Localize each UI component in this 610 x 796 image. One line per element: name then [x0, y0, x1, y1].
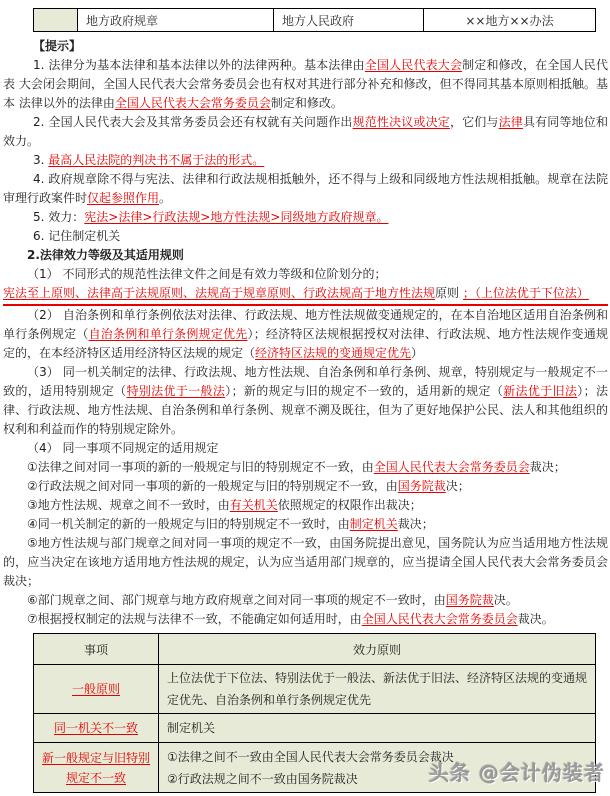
rule-item-4-1: ①法律之间对同一事项的新的一般规定与旧的特别规定不一致，由全国人民代表大会常务委员会裁决； [27, 460, 566, 474]
rule-table-row [34, 714, 596, 743]
hint-item-2: 2. 全国人民代表大会及其常务委员会还有权就有关问题作出规范性决议或决定，它们与法律具有同等地位和效力。 [3, 115, 608, 148]
rule-item-2: （2） 自治条例和单行条例依法对法律、行政法规、地方性法规做变通规定的，在本自治地区适用自治条例和单行条例规定（自治条例和单行条例规定优先）；经济特区法规根据授权对法律、行政法规、地方性法规作变通规定的，在本经济特区适用经济特区法规的规定（经济特区法规的变通规定优先） [3, 308, 608, 360]
rule-item-3: （3） 同一机关制定的法律、行政法规、地方性法规、自治条例和单行条例、规章，特别规定与一般规定不一致的，适用特别规定（特别法优于一般法）；新的规定与旧的规定不一致的，适用新的规定（新法优于旧法）；法律、行政法规、地方性法规、自治条例和单行条例、规章不溯及既往，但为了更好地保护公民、法人和其他组织的权利和利益而作的特别规定除外。 [3, 365, 608, 436]
rule-table-header-item: 事项 [34, 634, 159, 665]
top-table-cell-name-format: ××地方××办法 [424, 9, 596, 32]
hint-item-3: 3. 最高人民法院的判决书不属于法的形式。 [33, 153, 265, 167]
rule-item-4-4: ④同一机关制定的新的一般规定与旧的特别规定不一致时，由制定机关裁决； [27, 517, 434, 531]
hint-label: 【提示】 [33, 39, 82, 53]
rule-item-4-6: ⑥部门规章之间、部门规章与地方政府规章之间对同一事项的规定不一致时，由国务院裁决。 [27, 593, 518, 607]
rule-table-row [34, 665, 596, 714]
rule-table-principle-cell [159, 714, 596, 743]
rule-item-4-2: ②行政法规之间对同一事项的新的一般规定与旧的特别规定不一致，由国务院裁决； [27, 479, 470, 493]
hint-item-6: 6. 记住制定机关 [33, 229, 121, 243]
rule-item-1: （1） 不同形式的规范性法律文件之间是有效力等级和位阶划分的； [27, 267, 387, 281]
watermark: 头条 @会计伪装者 [429, 761, 605, 785]
rule-table-header-principle: 效力原则 [159, 634, 596, 665]
top-table-cell-spacer [34, 9, 78, 32]
rule-item-4: （4） 同一事项不同规定的适用规定 [27, 441, 219, 455]
rule-table-item-cell: 一般原则 [34, 665, 159, 714]
rule-table-principle-line: 上位法优于下位法、特别法优于一般法、新法优于旧法、经济特区法规的变通规定优先、自治条例和单行条例规定优先 [167, 671, 588, 707]
rule-table-principle-line: 制定机关 [167, 721, 216, 735]
rule-table-header-row [34, 634, 596, 665]
rule-item-4-7: ⑦根据授权制定的法规与法律不一致，不能确定如何适用时，由全国人民代表大会常务委员会裁决。 [27, 612, 554, 626]
hint-item-5: 5. 效力：宪法>法律>行政法规>地方性法规>同级地方政府规章。 [33, 210, 389, 224]
top-table-row [34, 9, 596, 32]
rule-table-principle-line: ②行政法规之间不一致由国务院裁决 [167, 771, 358, 786]
rule-table-principle-cell [159, 665, 596, 714]
hint-item-1: 1. 法律分为基本法律和基本法律以外的法律两种。基本法律由全国人民代表大会制定和修改，在全国人民代表 大会闭会期间，全国人民代表大会常务委员会也有权对其进行部分补充和修改，但不得同其基本原则相抵触。基本 法律以外的法律由全国人民代表大会常务委员会制定和修改。 [3, 58, 608, 110]
rule-table-principle-line: ①法律之间不一致由全国人民代表大会常务委员会裁决 [167, 749, 454, 764]
hint-body [0, 37, 610, 629]
rule-item-1-redline: 宪法至上原则、法律高于法规原则、法规高于规章原则、行政法规高于地方性法规原则 ；（上位法优于下位法） [3, 284, 608, 306]
hint-item-4: 4. 政府规章除不得与宪法、法律和行政法规相抵触外，还不得与上级和同级地方性法规相抵触。规章在法院审理行政案件时仅起参照作用。 [3, 172, 608, 205]
top-table [33, 8, 596, 32]
rule-item-4-5: ⑤地方性法规与部门规章之间对同一事项的规定不一致，由国务院提出意见，国务院认为应当适用地方性法规 的，应当决定在该地方适用地方性法规的规定，认为应当适用部门规章的，应当提请全国人民代表大会常务委员会 裁决； [3, 536, 608, 588]
rule-table-item-cell: 同一机关不一致 [34, 714, 159, 743]
top-table-cell-regulation-type: 地方政府规章 [78, 9, 274, 32]
rule-item-4-3: ③地方性法规、规章之间不一致时，由有关机关依照规定的权限作出裁决； [27, 498, 422, 512]
top-table-cell-issuer: 地方人民政府 [274, 9, 424, 32]
section-heading: 2.法律效力等级及其适用规则 [27, 248, 184, 262]
rule-table-item-cell: 新一般规定与旧特别规定不一致 [34, 743, 159, 793]
